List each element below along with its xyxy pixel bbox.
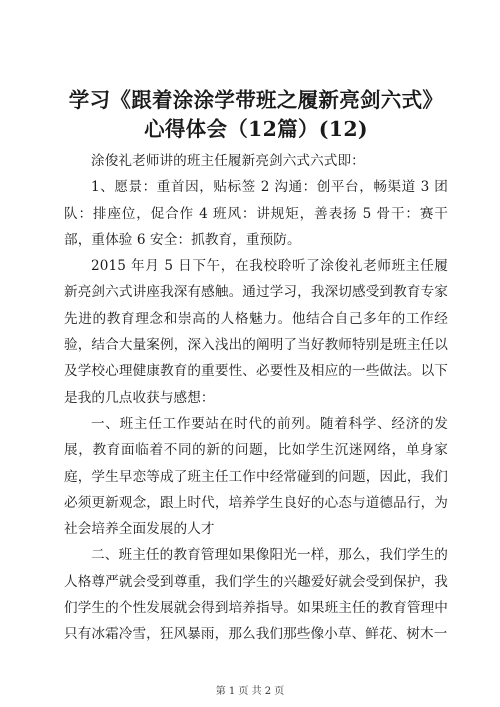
paragraph-point-one: 一、班主任工作要站在时代的前列。随着科学、经济的发展，教育面临着不同的新的问题，比如学生沉迷网络，单身家庭，学生早恋等成了班主任工作中经常碰到的问题，因此，我们必须更新观念，跟上时代，培养学生良好的心态与道德品行，为社会培养全面发展的人才 (64, 415, 448, 538)
paragraph-lecture: 2015 年月 5 日下午，在我校聆听了涂俊礼老师班主任履新亮剑六式讲座我深有感触。通过学习，我深切感受到教育专家先进的教育理念和崇高的人格魅力。他结合自己多年的工作经验，结合大量案例，深入浅出的阐明了当好教师特别是班主任以及学校心理健康教育的重要性、必要性及相应的一些做法。以下是我的几点收获与感想： (64, 258, 448, 406)
document-title: 学习《跟着涂涂学带班之履新亮剑六式》心得体会（12篇）(12) (68, 88, 444, 141)
paragraph-intro: 涂俊礼老师讲的班主任履新亮剑六式六式即： (91, 153, 365, 169)
paragraph-point-two: 二、班主任的教育管理如果像阳光一样，那么，我们学生的人格尊严就会受到尊重，我们学生的兴趣爱好就会受到保护，我们学生的个性发展就会得到培养指导。如果班主任的教育管理中只有冰霜冷雪，狂风暴雨，那么我们那些像小草、鲜花、树木一 (64, 547, 448, 643)
page-footer: 第 1 页 共 2 页 (215, 686, 285, 697)
paragraph-six-points: 1、愿景：重首因，贴标签 2 沟通：创平台，畅渠道 3 团队：排座位，促合作 4 班风：讲规矩，善表扬 5 骨干：赛干部，重体验 6 安全：抓教育，重预防。 (64, 179, 448, 248)
document-body (64, 148, 448, 648)
